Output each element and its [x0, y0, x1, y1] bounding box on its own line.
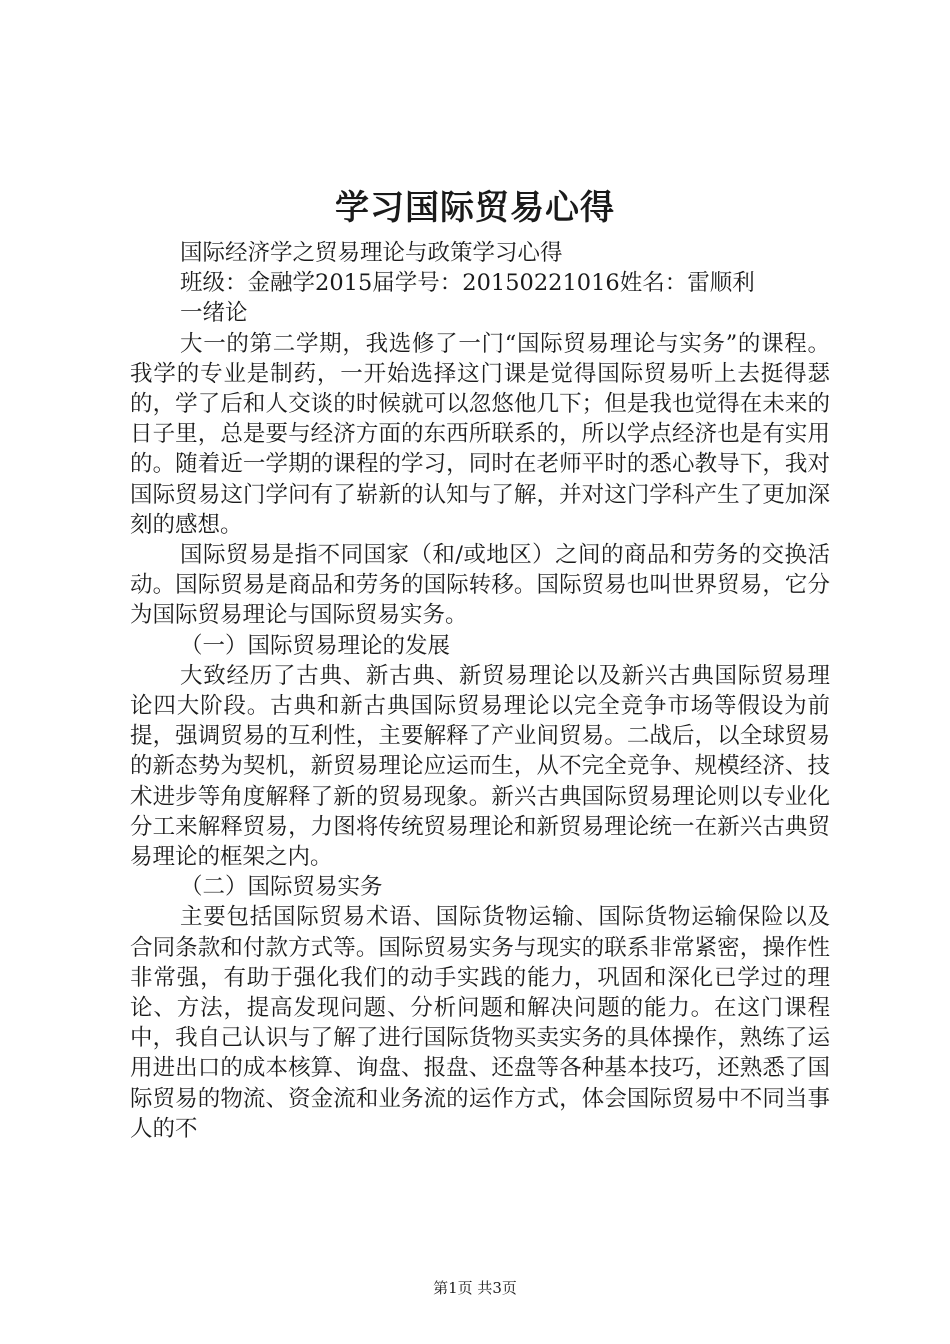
sub-heading: （二）国际贸易实务	[180, 874, 383, 901]
paragraph: 主要包括国际贸易术语、国际货物运输、国际货物运输保险以及合同条款和付款方式等。国际贸易实务与现实的联系非常紧密，操作性非常强，有助于强化我们的动手实践的能力，巩固和深化已学过的理论、方法，提高发现问题、分析问题和解决问题的能力。在这门课程中，我自己认识与了解了进行国际货物买卖实务的具体操作，熟练了运用进出口的成本核算、询盘、报盘、还盘等各种基本技巧，还熟悉了国际贸易的物流、资金流和业务流的运作方式，体会国际贸易中不同当事人的不	[130, 904, 830, 1142]
document-body	[130, 238, 830, 1144]
student-info-line: 班级：金融学2015届学号：20150221016姓名：雷顺利	[180, 270, 755, 297]
subtitle-line: 国际经济学之贸易理论与政策学习心得	[180, 240, 563, 266]
sub-heading: （一）国际贸易理论的发展	[180, 632, 451, 659]
document-title: 学习国际贸易心得	[335, 188, 615, 228]
page-footer: 第1页 共3页	[433, 1279, 517, 1297]
paragraph: 大致经历了古典、新古典、新贸易理论以及新兴古典国际贸易理论四大阶段。古典和新古典国际贸易理论以完全竞争市场等假设为前提，强调贸易的互利性，主要解释了产业间贸易。二战后，以全球贸易的新态势为契机，新贸易理论应运而生，从不完全竞争、规模经济、技术进步等角度解释了新的贸易现象。新兴古典国际贸易理论则以专业化分工来解释贸易，力图将传统贸易理论和新贸易理论统一在新兴古典贸易理论的框架之内。	[130, 662, 830, 871]
section-heading: 一绪论	[180, 300, 248, 327]
paragraph: 国际贸易是指不同国家（和/或地区）之间的商品和劳务的交换活动。国际贸易是商品和劳务的国际转移。国际贸易也叫世界贸易，它分为国际贸易理论与国际贸易实务。	[130, 542, 830, 629]
paragraph: 大一的第二学期，我选修了一门“国际贸易理论与实务”的课程。我学的专业是制药，一开始选择这门课是觉得国际贸易听上去挺得瑟的，学了后和人交谈的时候就可以忽悠他几下；但是我也觉得在未来的日子里，总是要与经济方面的东西所联系的，所以学点经济也是有实用的。随着近一学期的课程的学习，同时在老师平时的悉心教导下，我对国际贸易这门学问有了崭新的认知与了解，并对这门学科产生了更加深刻的感想。	[130, 330, 830, 538]
